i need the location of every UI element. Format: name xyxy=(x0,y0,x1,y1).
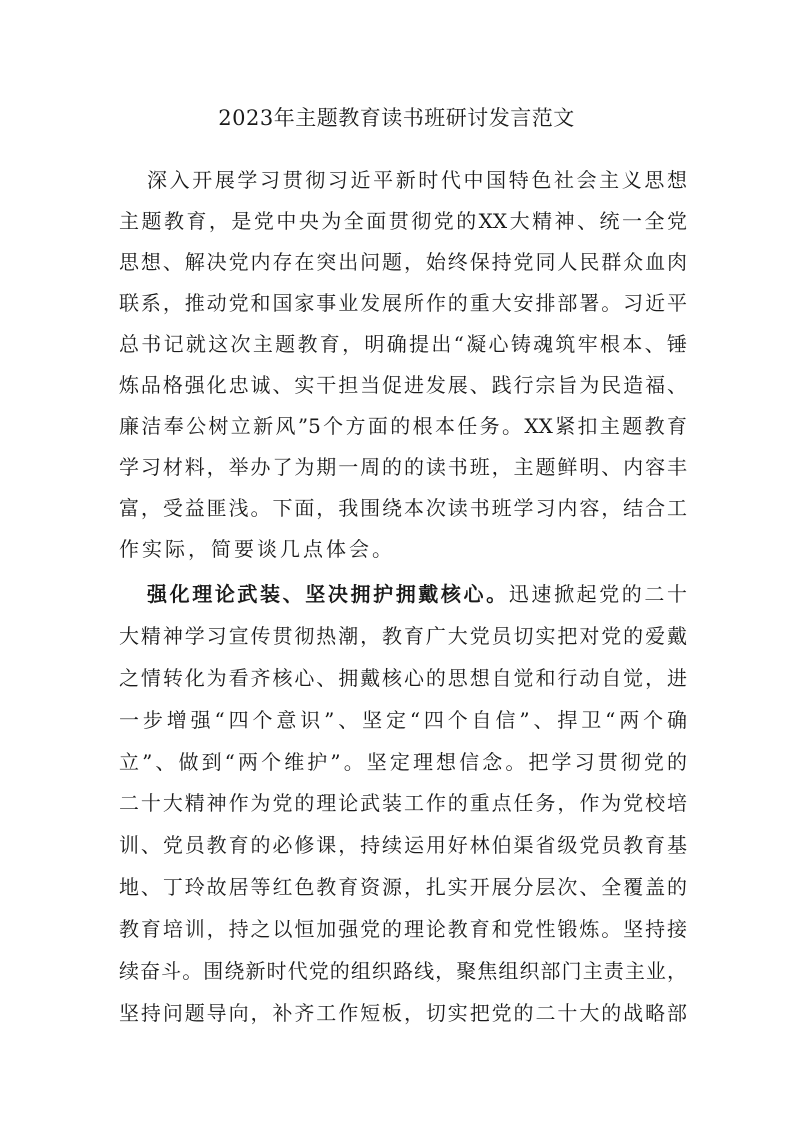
text-line xyxy=(119,574,687,616)
text-line: 大精神学习宣传贯彻热潮，教育广大党员切实把对党的爱戴 xyxy=(119,623,687,648)
text-line: 二十大精神作为党的理论武装工作的重点任务，作为党校培 xyxy=(119,791,687,816)
text-line: 训、党员教育的必修课，持续运用好林伯渠省级党员教育基 xyxy=(119,833,687,858)
text-line: 之情转化为看齐核心、拥戴核心的思想自觉和行动自觉，进 xyxy=(119,665,687,690)
section-heading: 强化理论武装、坚决拥护拥戴核心。 xyxy=(147,582,509,606)
text-line: 学习材料，举办了为期一周的的读书班，主题鲜明、内容丰 xyxy=(119,455,687,479)
text-line: 一步增强“四个意识”、坚定“四个自信”、捍卫“两个确 xyxy=(119,707,687,732)
text-line: 总书记就这次主题教育，明确提出“凝心铸魂筑牢根本、锤 xyxy=(119,332,687,356)
text-line: 炼品格强化忠诚、实干担当促进发展、践行宗旨为民造福、 xyxy=(119,373,687,397)
document-body xyxy=(119,160,687,1035)
text-line: 联系，推动党和国家事业发展所作的重大安排部署。习近平 xyxy=(119,291,687,315)
paragraph-intro xyxy=(119,160,687,570)
text-line: 主题教育，是党中央为全面贯彻党的XX大精神、统一全党 xyxy=(119,209,687,233)
text-line: 深入开展学习贯彻习近平新时代中国特色社会主义思想 xyxy=(147,168,687,192)
text-line: 作实际，简要谈几点体会。 xyxy=(119,537,395,561)
text-run: 迅速掀起党的二十 xyxy=(508,582,688,606)
text-line: 地、丁玲故居等红色教育资源，扎实开展分层次、全覆盖的 xyxy=(119,875,687,900)
text-line: 续奋斗。围绕新时代党的组织路线，聚焦组织部门主责主业， xyxy=(119,959,687,984)
text-line: 教育培训，持之以恒加强党的理论教育和党性锻炼。坚持接 xyxy=(119,917,687,942)
text-line: 富，受益匪浅。下面，我围绕本次读书班学习内容，结合工 xyxy=(119,496,687,520)
text-line: 廉洁奉公树立新风”5个方面的根本任务。XX紧扣主题教育 xyxy=(119,414,687,438)
text-line: 思想、解决党内存在突出问题，始终保持党同人民群众血肉 xyxy=(119,250,687,274)
paragraph-theory xyxy=(119,574,687,1035)
text-line: 立”、做到“两个维护”。坚定理想信念。把学习贯彻党的 xyxy=(119,749,687,774)
text-line: 坚持问题导向，补齐工作短板，切实把党的二十大的战略部 xyxy=(119,1000,687,1025)
document-title: 2023年主题教育读书班研讨发言范文 xyxy=(218,106,575,130)
